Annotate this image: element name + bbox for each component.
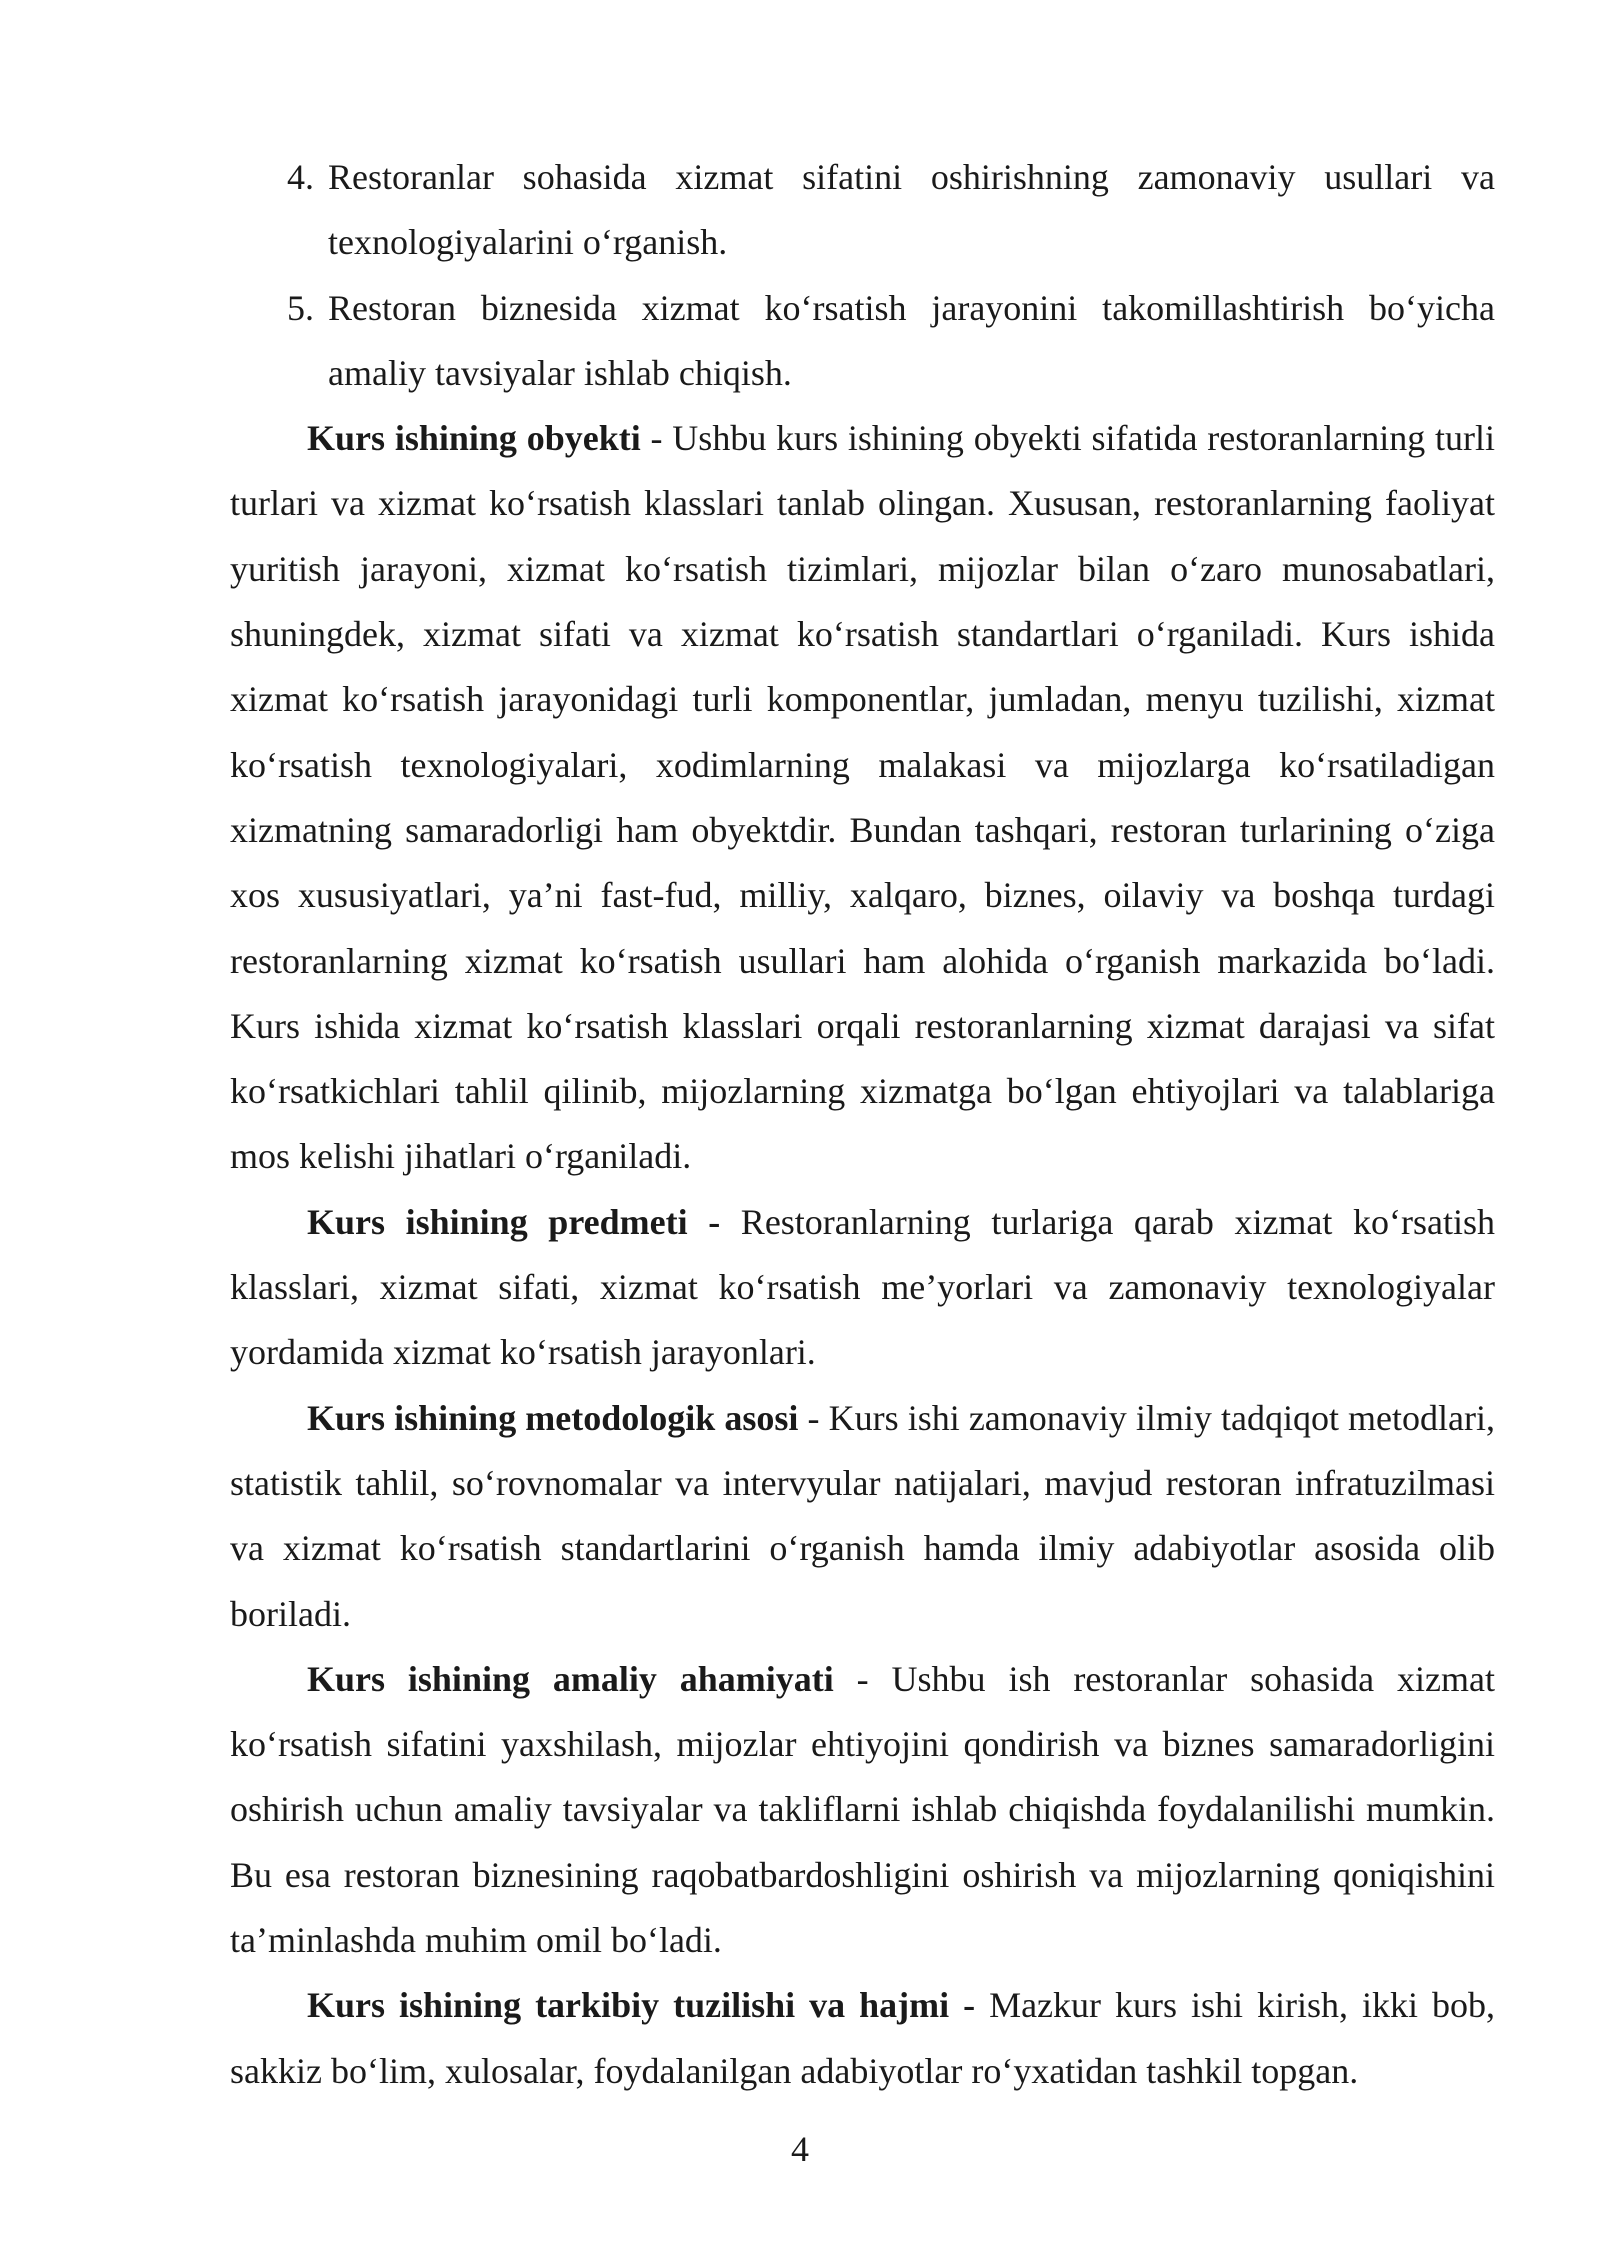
paragraph-text: Restoranlarning turlariga qarab xizmat ko‘rsatish klasslari, xizmat sifati, xizmat ko‘rsatish me’yorlari va zamonaviy texnologiyalar yordamida xizmat ko‘rsatish jarayonlari. [230, 1201, 1495, 1373]
paragraph-methodology [230, 1386, 1495, 1647]
page-number: 4 [791, 2129, 809, 2169]
paragraph-text: - Ushbu kurs ishining obyekti sifatida restoranlarning turli turlari va xizmat ko‘rsatish klasslari tanlab olingan. Xususan, restoranlarning faoliyat yuritish jarayoni, xizmat ko‘rsatish tizimlari, mijozlar bilan o‘zaro munosabatlari, shuningdek, xizmat sifati va xizmat ko‘rsatish standartlari o‘rganiladi. Kurs ishida xizmat ko‘rsatish jarayonidagi turli komponentlar, jumladan, menyu tuzilishi, xizmat ko‘rsatish texnologiyalari, xodimlarning malakasi va mijozlarga ko‘rsatiladigan xizmatning samaradorligi ham obyektdir. Bundan tashqari, restoran turlarining o‘ziga xos xususiyatlari, ya’ni fast-fud, milliy, xalqaro, biznes, oilaviy va boshqa turdagi restoranlarning xizmat ko‘rsatish usullari ham alohida o‘rganish markazida bo‘ladi. Kurs ishida xizmat ko‘rsatish klasslari orqali restoranlarning xizmat darajasi va sifat ko‘rsatkichlari tahlil qilinib, mijozlarning xizmatga bo‘lgan ehtiyojlari va talablariga mos kelishi jihatlari o‘rganiladi. [230, 418, 1495, 1177]
list-item [230, 276, 1495, 407]
list-item [230, 145, 1495, 276]
paragraph-object [230, 406, 1495, 1190]
list-item-text: Restoranlar sohasida xizmat sifatini oshirishning zamonaviy usullari va texnologiyalarini o‘rganish. [328, 157, 1495, 263]
paragraph-structure [230, 1973, 1495, 2104]
numbered-list [230, 145, 1495, 406]
document-page [230, 145, 1495, 2104]
paragraph-term: Kurs ishining tarkibiy tuzilishi va hajmi - [307, 1985, 976, 2026]
list-item-number: 5. [287, 287, 314, 328]
list-item-text: Restoran biznesida xizmat ko‘rsatish jarayonini takomillashtirish bo‘yicha amaliy tavsiyalar ishlab chiqish. [328, 287, 1495, 393]
paragraph-term: Kurs ishining amaliy ahamiyati [307, 1658, 834, 1699]
paragraph-term: Kurs ishining predmeti - [307, 1201, 721, 1242]
paragraph-text: Mazkur kurs ishi kirish, ikki bob, sakkiz bo‘lim, xulosalar, foydalanilgan adabiyotlar ro‘yxatidan tashkil topgan. [230, 1985, 1495, 2091]
list-item-number: 4. [287, 157, 314, 197]
paragraph-term: Kurs ishining metodologik asosi [307, 1397, 799, 1438]
paragraph-term: Kurs ishining obyekti [307, 418, 641, 459]
paragraph-text: - Ushbu ish restoranlar sohasida xizmat ko‘rsatish sifatini yaxshilash, mijozlar ehtiyojini qondirish va biznes samaradorligini oshirish uchun amaliy tavsiyalar va takliflarni ishlab chiqishda foydalanilishi mumkin. Bu esa restoran biznesining raqobatbardoshligini oshirish va mijozlarning qoniqishini ta’minlashda muhim omil bo‘ladi. [230, 1658, 1495, 1961]
paragraph-practical-significance [230, 1647, 1495, 1973]
paragraph-text: - Kurs ishi zamonaviy ilmiy tadqiqot metodlari, statistik tahlil, so‘rovnomalar va intervyular natijalari, mavjud restoran infratuzilmasi va xizmat ko‘rsatish standartlarini o‘rganish hamda ilmiy adabiyotlar asosida olib boriladi. [230, 1397, 1495, 1634]
paragraph-subject [230, 1190, 1495, 1386]
